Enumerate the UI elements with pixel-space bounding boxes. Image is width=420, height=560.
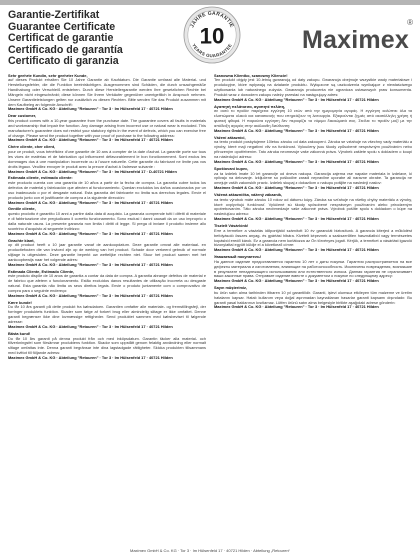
title-en: Guarantee Certificate: [8, 20, 116, 33]
section-body: Erre a termékre a vásárlás időpontjától számított 10 év garanciát biztosítunk. A garancia kiterjed a működést befolyásoló összes anyag- és gyártási hibára. Kivételt képeznek a szakszerűtlen használatból vagy természetes kopásból eredő károk. Ez a garancia nem korlátozza az Ön törvényes jogait. Kérjük, a terméket a vásárlást igazoló bizonylattal együtt küldje el a következő címre:: [214, 227, 412, 248]
section-body: este produto dispõe de 10 anos de garantia a contar da data de compra. A garantia abrange defeitos de material e de fabrico que afetem o funcionamento. Estão excluídos danos resultantes de utilização incorreta ou desgaste natural. Esta garantia não limita os seus direitos legais. Envie o produto juntamente com o comprovativo de compra para o seguinte endereço:: [8, 273, 206, 293]
return-address: Maximex GmbH & Co. KG · Abteilung "Retouren" · Tor 3 · Im Hülsenfeld 17 · 40721 Hilden: [8, 323, 173, 329]
section-heading: Estimada cliente, estimado cliente:: [8, 175, 73, 181]
section-heading: Αγαπητή πελάτισσα, αγαπητέ πελάτη,: [214, 103, 286, 109]
section-body: za ta izdelek imate 10 let garancije od dneva nakupa. Garancija zajema vse napake materiala in izdelave, ki vplivajo na delovanje. Izključene so poškodbe zaradi nepravilne uporabe ali naravne obrabe. Ta garancija ne omejuje vaših zakonskih pravic. Izdelek skupaj z dokazilom o nakupu pošljite na naslednji naslov:: [214, 170, 412, 186]
seal-top-text: JAHRE GARANTIE: [189, 10, 235, 29]
section-heading: Sayın müşterimiz,: [214, 285, 248, 291]
section-body: На данное изделие предоставляется гарантия 10 лет с даты покупки. Гарантия распространяется на все дефекты материала и изготовления, влияющие на работоспособность. Исключены повреждения, возникшие в результате ненадлежащего использования или естественного износа. Данная гарантия не ограничивает ваши законные права. Отправьте изделие вместе с документом о покупке по следующему адресу:: [214, 258, 412, 279]
section-body: Du får 10 års garanti på denna produkt från och med inköpsdatum. Garantin täcker alla material- och tillverkningsfel som försämrar produktens funktion. Skador som uppstått genom felaktig användning eller normalt slitage omfattas inte. Denna garanti begränsar inte dina lagstadgade rättigheter. Skicka produkten tillsammans med kvittot till följande adress:: [8, 335, 206, 356]
section-heading: Spoštovani kupec,: [214, 165, 249, 171]
left-text-column: [8, 72, 206, 542]
seal-number: 10: [199, 23, 225, 49]
section-heading: Chère cliente, cher client,: [8, 144, 56, 150]
return-address: Maximex GmbH & Co. KG · Abteilung "Retouren" · Tor 3 · Im Hülsenfeld 17 · 40721 Hilden: [214, 247, 379, 253]
brand-name: Maximex: [301, 26, 409, 54]
right-text-column: [214, 72, 412, 542]
section-heading: Gentile cliente,: [8, 206, 36, 212]
seal-bottom-text: YEARS GUARANTEE: [191, 42, 233, 59]
certificate-titles: [8, 10, 168, 68]
section-body: Du får 10 års garanti på dette produkt fra købsdatoen. Garantien omfatter alle materiale- og fremstillingsfejl, der forringer produktets funktion. Skader som følge af forkert brug eller almindelig slitage er ikke omfattet. Denne garanti begrænser ikke dine lovmæssige rettigheder. Send produktet sammen med købsbeviset til følgende adresse:: [8, 304, 206, 324]
return-address: Maximex GmbH & Co. KG · Abteilung "Retouren" · Tor 3 · Im Hülsenfeld 17 · 40721 Hilden: [8, 230, 173, 236]
section-body: op dit product heeft u 10 jaar garantie vanaf de aankoopdatum. Deze garantie omvat alle materiaal- en productiefouten die van invloed zijn op de werking van het product. Schade door verkeerd gebruik of normale slijtage is uitgesloten. Deze garantie beperkt uw wettelijke rechten niet. Stuur het product samen met het aankoopbewijs naar het volgende adres:: [8, 242, 206, 262]
section-body: auf dieses Produkt erhalten Sie 10 Jahre Garantie ab Kaufdatum. Die Garantie umfasst alle Material- und Herstellungsfehler, die die Funktion beeinträchtigen. Ausgenommen sind Schäden, die durch unsachgemäße Handhabung oder Verschleiß entstehen. Durch diese Herstellergarantie werden Ihre gesetzlichen Rechte bei Mängeln nicht eingeschränkt; diese können Sie Ihrem Verkäufer gegenüber unentgeltlich in Anspruch nehmen. Unsere Garantieleistungen gelten nur zusätzlich zu diesen Rechten. Bitte senden Sie das Produkt zusammen mit dem Kaufbeleg an folgende Anschrift:: [8, 77, 206, 107]
title-it: Certificato di garanzia: [8, 55, 119, 67]
section-sk: [214, 193, 412, 222]
section-body: this product comes with a 10-year guarantee from the purchase date. The guarantee covers all faults in materials and workmanship that impair the function. Any damage arising from incorrect use or natural wear is excluded. This manufacturer's guarantee does not restrict your statutory rights in the event of defects, which you can exercise free of charge. Please send the product together with your proof of purchase to the following address:: [8, 118, 206, 138]
section-body: σε αυτό το προϊόν παρέχεται εγγύηση 10 ετών από την ημερομηνία αγοράς. Η εγγύηση καλύπτει όλα τα ελαττώματα υλικού και κατασκευής που επηρεάζουν τη λειτουργία. Εξαιρούνται ζημιές από ακατάλληλη χρήση ή φυσική φθορά. Η παρούσα εγγύηση δεν περιορίζει τα νόμιμα δικαιώματά σας. Στείλτε το προϊόν μαζί με την απόδειξη αγοράς στην ακόλουθη διεύθυνση:: [214, 108, 412, 128]
title-fr: Certificat de garantie: [8, 32, 114, 44]
page-footer: Maximex GmbH & Co. KG · Tor 3 · Im Hülsenfeld 17 · 40721 Hilden · Abteilung „Retouren“: [130, 548, 290, 553]
section-el: [214, 105, 412, 134]
registered-mark: ®: [407, 18, 413, 27]
title-es: Certificado de garantía: [8, 43, 123, 56]
section-heading: Vážení zákazníci,: [214, 134, 246, 140]
section-da: [8, 301, 206, 330]
return-address: Maximex GmbH & Co. KG · Abteilung "Retouren" · Tor 3 · Im Hülsenfeld 17 · 40721 Hilden: [214, 216, 379, 222]
section-ru: [214, 255, 412, 284]
title-de: Garantie-Zertifikat: [8, 9, 100, 21]
section-body: na tento produkt poskytujeme 10letou záruku od data zakoupení. Záruka se vztahuje na všechny vady materiálu a výroby, které mají negativní vliv na funkčnost. Vyloučeny jsou škody způsobené nesprávným používáním nebo přirozeným opotřebením. Tato záruka neomezuje vaše zákonná práva. Výrobek zašlete spolu s dokladem o koupi na následující adresu:: [214, 139, 412, 159]
section-pt: [8, 270, 206, 299]
top-stripe: [0, 0, 420, 5]
section-fr: [8, 145, 206, 174]
section-heading: Geachte klant,: [8, 237, 35, 243]
section-pl: [214, 74, 412, 103]
return-address: Maximex GmbH & Co. KG · Abteilung "Retouren" · Tor 3 · Im Hülsenfeld 17 · 40721 Hilden: [214, 127, 379, 133]
section-heading: Tisztelt Vásárlónk!: [214, 222, 249, 228]
section-es: [8, 176, 206, 205]
return-address: Maximex GmbH & Co. KG · Abteilung "Retouren" · Tor 3 · Im Hülsenfeld 17 · 40721 Hilden: [8, 292, 173, 298]
section-cs: [214, 136, 412, 165]
section-nl: [8, 239, 206, 268]
section-de: [8, 74, 206, 113]
return-address: Maximex GmbH & Co. KG · Abteilung "Retouren" · Tor 3 · Im Hülsenfeld 17 · D-40721 Hilden: [8, 168, 177, 174]
return-address: Maximex GmbH & Co. KG · Abteilung "Retouren" · Tor 3 · Im Hülsenfeld 17 · 40721 Hilden: [8, 354, 173, 360]
section-heading: Уважаемый покупатель!: [214, 254, 262, 260]
return-address: Maximex GmbH & Co. KG · Abteilung "Retouren" · Tor 3 · Im Hülsenfeld 17 · 40721 Hilden: [214, 304, 379, 310]
section-body: na tento výrobok máte záruku 10 rokov od dátumu kúpy. Záruka sa vzťahuje na všetky chyby materiálu a výroby, ktoré ovplyvňujú funkčnosť. Vylúčené sú škody spôsobené nesprávnym používaním alebo prirodzeným opotrebovaním. Táto záruka neobmedzuje vaše zákonné práva. Výrobok pošlite spolu s dokladom o kúpe na nasledujúcu adresu:: [214, 196, 412, 217]
section-sv: [8, 332, 206, 361]
section-sl: [214, 167, 412, 191]
ten-year-guarantee-seal: [183, 6, 241, 64]
return-address: Maximex GmbH & Co. KG · Abteilung "Retouren" · Tor 3 · Im Hülsenfeld 17 · 40721 Hilden: [214, 96, 379, 102]
section-heading: Sehr geehrte Kundin, sehr geehrter Kunde,: [8, 72, 88, 78]
section-body: bu ürün satın alma tarihinden itibaren 10 yıl garantilidir. Garanti, işlevi olumsuz etkileyen tüm malzeme ve üretim hatalarını kapsar. Hatalı kullanım veya doğal aşınmadan kaynaklanan hasarlar garanti kapsamı dışındadır. Bu garanti yasal haklarınızı kısıtlamaz. Lütfen ürünü satın alma belgesiyle birlikte aşağıdaki adrese gönderin:: [214, 289, 412, 305]
return-address: Maximex GmbH & Co. KG · Abteilung "Retouren" · Tor 3 · Im Hülsenfeld 17 · 40721 Hilden: [8, 261, 173, 267]
section-heading: Estimada Cliente, Estimado Cliente,: [8, 268, 75, 274]
section-heading: Dear customer,: [8, 113, 37, 119]
return-address: Maximex GmbH & Co. KG · Abteilung "Retouren" · Tor 3 · Im Hülsenfeld 17 · 40721 Hilden: [214, 158, 379, 164]
return-address: Maximex GmbH & Co. KG · Abteilung "Retouren" · Tor 3 · Im Hülsenfeld 17 · 40721 Hilden: [214, 278, 379, 284]
section-hu: [214, 224, 412, 253]
section-en: [8, 114, 206, 143]
section-heading: Szanowna Klientko, szanowny Kliencie!: [214, 72, 288, 78]
section-tr: [214, 286, 412, 310]
section-body: Ten produkt objęty jest 10-letnią gwarancją od daty zakupu. Gwarancja obejmuje wszystkie wady materiałowe i produkcyjne, które wpływają na działanie produktu. Wyłączone są uszkodzenia wynikające z niewłaściwego użytkowania lub naturalnego zużycia. Gwarancja producenta nie ogranicza ustawowych praw konsumenta. Produkt wraz z dowodem zakupu należy przesłać na następujący adres:: [214, 77, 412, 97]
section-body: este producto cuenta con una garantía de 10 años a partir de la fecha de compra. La garantía cubre todos los defectos de material y fabricación que afecten al funcionamiento. Quedan excluidos los daños ocasionados por un uso inadecuado o por el desgaste natural. Esta garantía del fabricante no limita sus derechos legales. Envíe el producto junto con el justificante de compra a la siguiente dirección:: [8, 180, 206, 200]
return-address: Maximex GmbH & Co. KG · Abteilung "Retouren" · Tor 3 · Im Hülsenfeld 17 · 40721 Hilden: [8, 137, 173, 143]
return-address: Maximex GmbH & Co. KG · Abteilung "Retouren" · Tor 3 · Im Hülsenfeld 17 · 40721 Hilden: [8, 106, 173, 112]
return-address: Maximex GmbH & Co. KG · Abteilung "Retouren" · Tor 3 · Im Hülsenfeld 17 · 40721 Hilden: [214, 185, 379, 191]
section-heading: Kære kunde!: [8, 299, 32, 305]
return-address: Maximex GmbH & Co. KG · Abteilung "Retouren" · Tor 3 · Im Hülsenfeld 17 · 40721 Hilden: [8, 199, 173, 205]
section-heading: Vážená zákazníčka, vážený zákazník,: [214, 191, 283, 197]
section-body: pour ce produit, vous bénéficiez d'une garantie de 10 ans à compter de la date d'achat. La garantie porte sur tous les vices de matériau et de fabrication qui influencent défavorablement le bon fonctionnement. Sont exclus les dommages dus à une manipulation incorrecte ou à l'usure naturelle. Cette garantie du fabricant ne limite pas vos droits légaux. Veuillez envoyer le produit avec la preuve d'achat à l'adresse suivante :: [8, 149, 206, 169]
section-body: questo prodotto è garantito 10 anni a partire dalla data di acquisto. La garanzia comprende tutti i difetti di materiale e di fabbricazione che pregiudicano il corretto funzionamento. Sono esclusi i danni causati da un uso improprio o dalla naturale usura. La presente garanzia non limita i diritti di legge. Si prega di inviare il prodotto insieme allo scontrino d'acquisto al seguente indirizzo:: [8, 211, 206, 231]
section-it: [8, 207, 206, 236]
brand-logo: [275, 18, 415, 58]
section-heading: Bästa kund!: [8, 330, 31, 336]
